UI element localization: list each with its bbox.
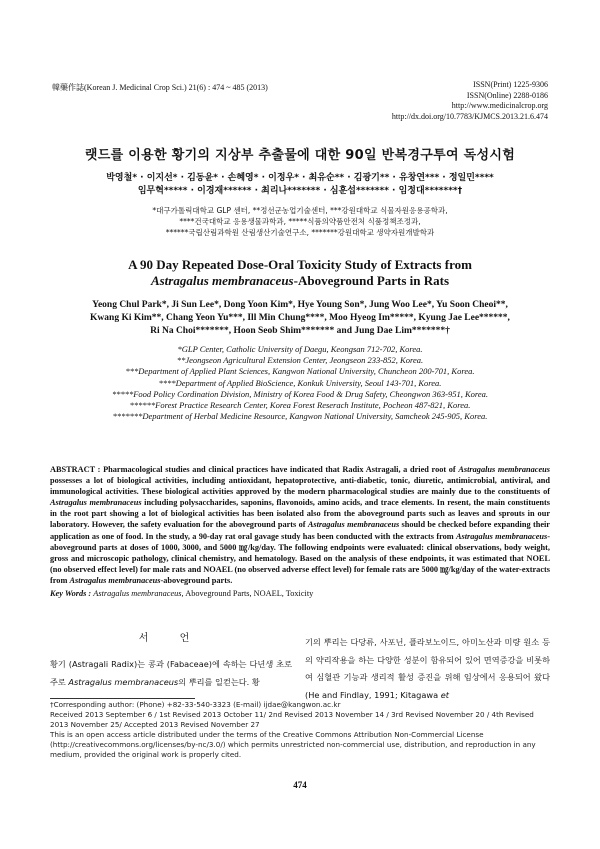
- affiliation-line: ****Department of Applied BioScience, Konkuk University, Seoul 143-701, Korea.: [158, 377, 442, 388]
- english-title-line: A 90 Day Repeated Dose-Oral Toxicity Study of Extracts from: [128, 257, 472, 272]
- journal-url[interactable]: http://www.medicinalcrop.org: [451, 101, 548, 110]
- introduction-right-column: [305, 634, 550, 704]
- abstract-species: Astragalus membranaceus: [50, 498, 142, 508]
- abstract-label: ABSTRACT :: [50, 465, 101, 474]
- abstract-text: should be checked before expanding their application as one of food. In the study, a 90-day rat oral gavage study has been conducted with the extracts from: [50, 520, 550, 541]
- english-title-rest: -Aboveground Parts in Rats: [293, 273, 450, 288]
- abstract-species: Astragalus membranaceus: [458, 465, 550, 474]
- journal-identifiers: [392, 80, 548, 122]
- corresponding-author: †Corresponding author: (Phone) +82-33-540-3323 (E-mail) ijdae@kangwon.ac.kr: [50, 700, 341, 709]
- page-number: 474: [293, 780, 307, 790]
- affiliation-line: ***Department of Applied Plant Sciences, Kangwon National University, Chuncheon 200-701, Korea.: [125, 366, 475, 377]
- received-dates: Received 2013 September 6 / 1st Revised 2013 October 11/ 2nd Revised 2013 November 14 / 3rd Revised November 20 / 4th Revised 2013 November 25/ Accepted 2013 Revised November 27: [50, 710, 534, 729]
- korean-title: 랫드를 이용한 황기의 지상부 추출물에 대한 90일 반복경구투여 독성시험: [84, 148, 516, 163]
- korean-affiliations: [40, 205, 560, 238]
- english-authors-line: Kwang Ki Kim**, Chang Yeon Yu***, Ill Min Chung****, Moo Hyeog Im*****, Kyung Jae Lee******,: [90, 313, 510, 323]
- keywords-label: Key Words :: [50, 589, 92, 598]
- body-species: Astragalus membranaceus: [68, 676, 179, 687]
- abstract-text: including polysaccharides, saponins, flavonoids, amino acids, and trace elements. In resent, the main constituents in the root part showing a lot of biological activities has been isolated also from the aboveground parts such as leaves and sprouts in our laboratory. However, the safety evaluation for the aboveground parts of: [50, 498, 550, 530]
- abstract-species: Astragalus membranaceus: [307, 520, 400, 530]
- section-heading-introduction: 서 언: [138, 633, 204, 644]
- body-text: 의 뿌리를 일컫는다. 황: [178, 676, 260, 687]
- species-name: Astragalus membranaceus: [150, 273, 294, 288]
- issn-print: ISSN(Print) 1225-9306: [473, 80, 548, 89]
- affiliation-line: *GLP Center, Catholic University of Daegu, Keongsan 712-702, Korea.: [177, 344, 423, 354]
- issn-online: ISSN(Online) 2288-0186: [466, 90, 548, 100]
- journal-citation: 韓藥作誌(Korean J. Medicinal Crop Sci.) 21(6) : 474 ~ 485 (2013): [52, 83, 268, 92]
- korean-affiliation-line: ******국립산림과학원 산림생산기술연구소, *******강원대학교 생약자원개발학과: [165, 228, 435, 237]
- korean-authors-line: 임무혁***** · 이경재****** · 최리나******* · 심훈섭******* · 임정대*******†: [137, 186, 463, 196]
- abstract: [50, 464, 550, 586]
- abstract-text: -aboveground parts.: [160, 575, 233, 585]
- affiliation-line: *****Food Policy Cordination Division, Ministry of Korea Food & Drug Safety, Cheongwon 363-951, Korea.: [111, 388, 489, 399]
- footnote-divider: [50, 698, 195, 699]
- keyword-species: Astragalus membranaceus: [93, 589, 182, 598]
- keywords: [50, 589, 550, 598]
- body-text: 황기 (Astragali Radix)는 콩과 (Fabaceae)에 속하는 다년생 초로 주로: [50, 659, 292, 687]
- english-title-line: [40, 273, 560, 289]
- english-title: [40, 257, 560, 289]
- korean-authors: [40, 172, 560, 198]
- english-authors-line: Yeong Chul Park*, Ji Sun Lee*, Dong Yoon Kim*, Hye Young Son*, Jung Woo Lee*, Yu Soon Cheoi**,: [92, 300, 508, 310]
- introduction-left-column: [50, 656, 292, 691]
- affiliation-line: ******Forest Practice Research Center, Korea Forest Reserach Institute, Pocheon 487-821, Korea.: [129, 400, 471, 411]
- body-italic: et: [440, 689, 449, 700]
- body-text: 기의 뿌리는 다당류, 사포닌, 플라보노이드, 아미노산과 미량 원소 등의 약리작용을 하는 다양한 성분이 함유되어 있어 면역증강을 비롯하여 심혈관 기능과 생리적 활성 증진을 위해 임상에서 응용되어 왔다 (He and Findlay, 1991; Kitagawa: [305, 637, 550, 700]
- abstract-text: possesses a lot of biological activities, including antioxidant, hepatoprotective, anti-diabetic, tonic, diuretic, antimicrobial, antiviral, and immunological activities. These biological activities approved by the modern pharmacological studies are mainly due to the constituents of: [50, 476, 550, 497]
- abstract-species: Astragalus membranaceus: [455, 531, 548, 541]
- abstract-text: Pharmacological studies and clinical practices have indicated that Radix Astragali, a dried root of: [100, 465, 459, 474]
- doi-link[interactable]: http://dx.doi.org/10.7783/KJMCS.2013.21.6.474: [391, 111, 548, 121]
- affiliation-line: *******Department of Herbal Medicine Resource, Kangwon National University, Samcheok 245-905, Korea.: [112, 411, 488, 422]
- footnote: [50, 700, 550, 760]
- english-authors: [40, 299, 560, 338]
- english-authors-line: Ri Na Choi*******, Hoon Seob Shim******* and Jung Dae Lim*******†: [150, 326, 450, 336]
- license-statement: This is an open access article distributed under the terms of the Creative Commons Attribution Non-Commercial License (http://creativecommons.org/licenses/by-nc/3.0/) which permits unrestricted non-commercial use, distribution, and reproduction in any medium, provided the original work is properly cited.: [50, 730, 536, 759]
- affiliation-line: **Jeongseon Agricultural Extension Center, Jeongseon 233-852, Korea.: [176, 355, 424, 366]
- korean-authors-line: 박영철* · 이지선* · 김동윤* · 손혜영* · 이정우* · 최유순** · 김광기** · 유창연*** · 정일민****: [106, 173, 494, 183]
- abstract-species: Astragalus membranaceus: [69, 575, 161, 585]
- keywords-rest: , Aboveground Parts, NOAEL, Toxicity: [181, 589, 314, 598]
- english-affiliations: [40, 344, 560, 422]
- korean-affiliation-line: *대구가톨릭대학교 GLP 센터, **정선군농업기술센터, ***강원대학교 식물자원응용공학과,: [152, 206, 448, 215]
- abstract-text: -aboveground parts at doses of 1000, 3000, and 5000 ㎎/kg/day. The following endpoints were evaluated: clinical observations, body weight, gross and microscopic pathology, clinical chemistry, and hematology. Based on the analysis of these endpoints, it was estimated that NOEL (no observed effect level) for male rats and NOAEL (no observed adverse effect level) for female rats are 5000 ㎎/kg/day of the water-extracts from: [50, 531, 550, 585]
- korean-affiliation-line: ****건국대학교 응용생물과학과, *****식품의약품안전처 식품정책조정과,: [179, 217, 421, 226]
